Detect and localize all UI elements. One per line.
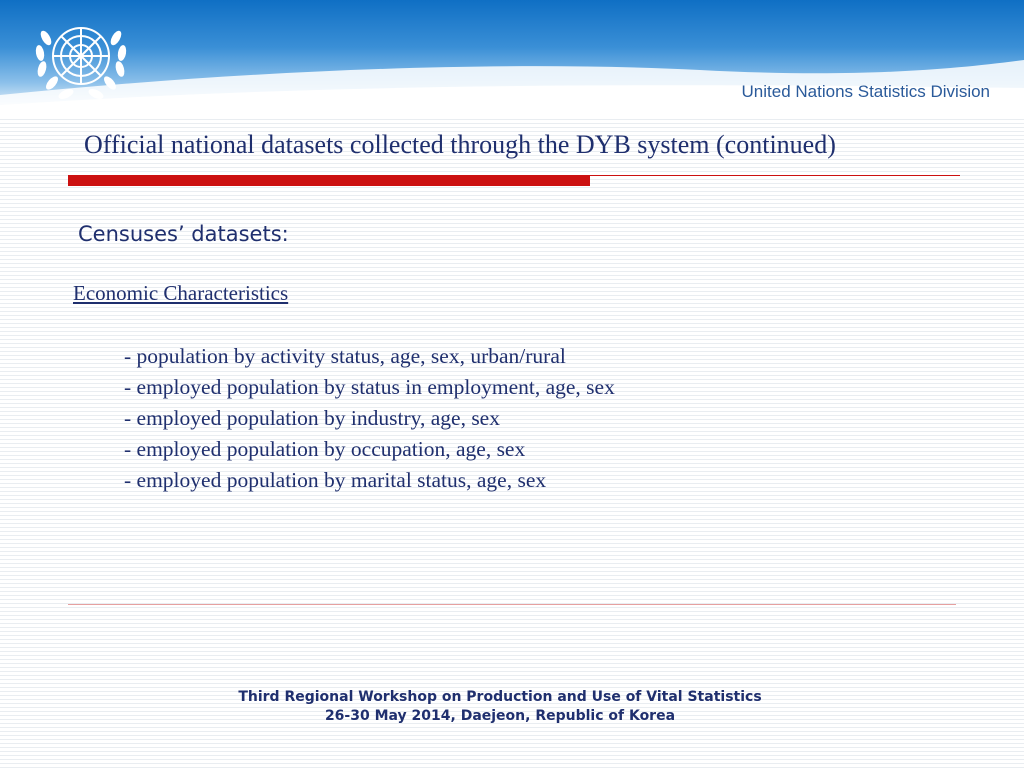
slide-title: Official national datasets collected through the DYB system (continued) <box>84 130 836 159</box>
list-item: - employed population by marital status, age, sex <box>124 468 547 492</box>
title-underline-thick <box>68 175 590 186</box>
slide-footer <box>0 688 1000 726</box>
list-item: - employed population by industry, age, sex <box>124 406 500 430</box>
footer-line-2: 26-30 May 2014, Daejeon, Republic of Korea <box>324 708 676 724</box>
subheading: Economic Characteristics <box>73 281 289 305</box>
footer-line-1: Third Regional Workshop on Production and Use of Vital Statistics <box>238 689 762 705</box>
list-item: - employed population by occupation, age, sex <box>124 437 526 461</box>
organization-name: United Nations Statistics Division <box>741 82 990 101</box>
section-heading: Censuses’ datasets: <box>78 222 289 246</box>
slide-header <box>0 0 1024 118</box>
list-item: - population by activity status, age, sex, urban/rural <box>124 344 566 368</box>
list-item: - employed population by status in employment, age, sex <box>124 375 615 399</box>
footer-divider <box>68 604 956 605</box>
title-underline-thin <box>590 175 960 176</box>
bullet-list <box>124 341 615 496</box>
un-emblem-icon <box>26 8 136 108</box>
